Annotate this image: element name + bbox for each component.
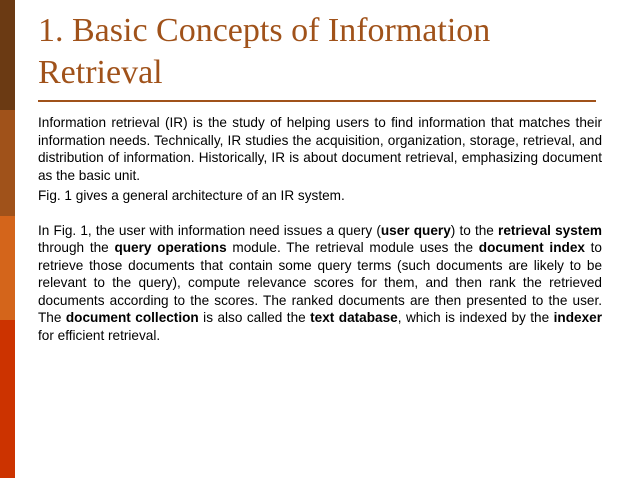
term-document-collection: document collection <box>65 310 199 325</box>
figure-reference-paragraph: Fig. 1 gives a general architecture of an IR system. <box>38 188 345 203</box>
detail-text: is also called the <box>198 310 311 325</box>
term-query-operations: query operations <box>114 240 227 255</box>
detail-text: module. The retrieval module uses the <box>226 240 479 255</box>
side-stripe-red <box>0 320 15 478</box>
detail-text: for efficient retrieval. <box>38 327 161 343</box>
term-text-database: text database <box>310 310 398 325</box>
detail-text: through the <box>38 240 115 255</box>
term-retrieval-system: retrieval system <box>498 222 602 238</box>
detail-text: In Fig. 1, the user with information need issues a query ( <box>38 222 381 238</box>
term-indexer: indexer <box>553 310 602 325</box>
intro-paragraph: Information retrieval (IR) is the study of helping users to find information that matches their information needs. Technically, IR studies the acquisition, organization, storage, retrieval, and distribution of information. Historically, IR is about document retrieval, emphasizing document as the basic unit. <box>38 115 602 183</box>
detail-text: ) to the <box>450 222 499 238</box>
term-user-query: user query <box>380 222 451 238</box>
slide-title: 1. Basic Concepts of Information Retrieval <box>38 12 491 91</box>
term-document-index: document index <box>478 240 585 255</box>
detail-paragraph <box>38 222 602 345</box>
slide-body <box>38 114 602 344</box>
detail-text: to retrieve those documents that contain some query terms (such documents are likely to be relevant to the query), compute relevance scores for them, and then rank the retrieved documents according to the scores. The ranked documents are then presented to the user. The <box>38 240 602 325</box>
title-divider <box>38 100 596 102</box>
side-stripe-orange <box>0 216 15 320</box>
side-stripe-dark <box>0 0 15 110</box>
side-stripe-brown <box>0 110 15 216</box>
detail-text: , which is indexed by the <box>397 310 554 325</box>
